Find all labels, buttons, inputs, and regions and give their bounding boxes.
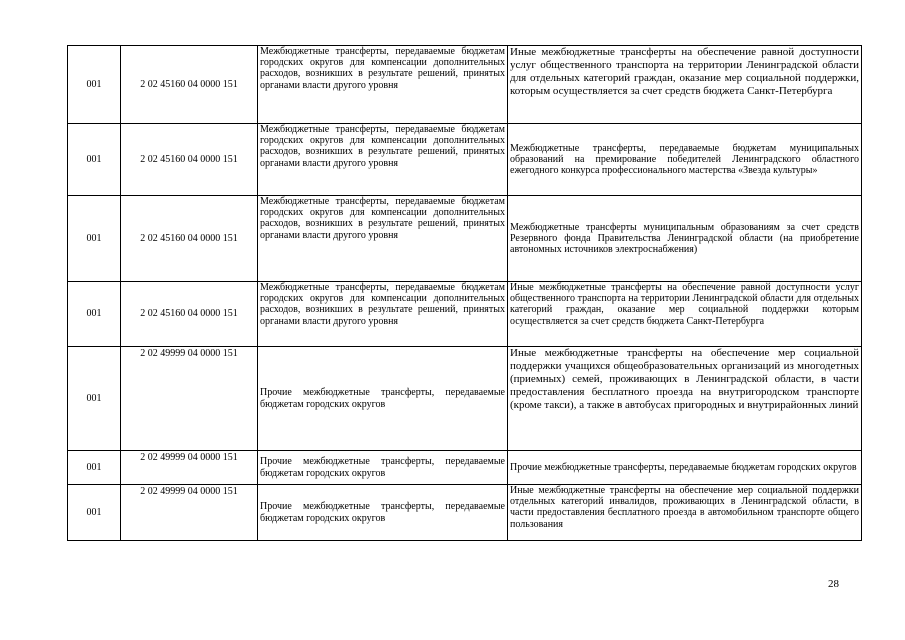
revenue-name-cell: Межбюджетные трансферты, передаваемые бюджетам городских округов для компенсации дополнительных расходов, возникших в результате решений, принятых органами власти другого уровня [258, 46, 508, 124]
revenue-description-cell: Межбюджетные трансферты, передаваемые бюджетам муниципальных образований на премирование победителей Ленинградского областного ежегодного конкурса профессионального мастерства «Звезда культуры» [508, 124, 862, 196]
revenue-name-cell: Прочие межбюджетные трансферты, передаваемые бюджетам городских округов [258, 451, 508, 485]
admin-code-cell: 001 [68, 124, 121, 196]
admin-code-cell: 001 [68, 485, 121, 541]
budget-classification-code-cell: 2 02 49999 04 0000 151 [121, 485, 258, 541]
revenue-description-cell: Иные межбюджетные трансферты на обеспечение мер социальной поддержки учащихся общеобразовательных организаций из многодетных (приемных) семей, проживающих в Ленинградской области, в части предоставления бесплатного проезда на внутригородском транспорте (кроме такси), а также в автобусах пригородных и внутрирайонных линий [508, 347, 862, 451]
table-row [68, 451, 862, 485]
table-row [68, 46, 862, 124]
admin-code-cell: 001 [68, 196, 121, 282]
revenue-description-cell: Прочие межбюджетные трансферты, передаваемые бюджетам городских округов [508, 451, 862, 485]
revenue-name-cell: Прочие межбюджетные трансферты, передаваемые бюджетам городских округов [258, 347, 508, 451]
revenue-description-cell: Межбюджетные трансферты муниципальным образованиям за счет средств Резервного фонда Правительства Ленинградской области (на приобретение автономных источников электроснабжения) [508, 196, 862, 282]
revenue-description-cell: Иные межбюджетные трансферты на обеспечение равной доступности услуг общественного транспорта на территории Ленинградской области для отдельных категорий граждан, оказание мер социальной поддержки которым осуществляется за счет средств бюджета Санкт-Петербурга [508, 282, 862, 347]
budget-classification-code-cell: 2 02 45160 04 0000 151 [121, 196, 258, 282]
page-number: 28 [828, 578, 839, 590]
budget-classification-code-cell: 2 02 49999 04 0000 151 [121, 347, 258, 451]
table-row [68, 347, 862, 451]
revenue-description-cell: Иные межбюджетные трансферты на обеспечение равной доступности услуг общественного транспорта на территории Ленинградской области для отдельных категорий граждан, оказание мер социальной поддержки, которым осуществляется за счет средств бюджета Санкт-Петербурга [508, 46, 862, 124]
table-row [68, 196, 862, 282]
admin-code-cell: 001 [68, 46, 121, 124]
admin-code-cell: 001 [68, 451, 121, 485]
budget-classification-code-cell: 2 02 49999 04 0000 151 [121, 451, 258, 485]
budget-classification-code-cell: 2 02 45160 04 0000 151 [121, 124, 258, 196]
admin-code-cell: 001 [68, 347, 121, 451]
revenue-name-cell: Межбюджетные трансферты, передаваемые бюджетам городских округов для компенсации дополнительных расходов, возникших в результате решений, принятых органами власти другого уровня [258, 196, 508, 282]
budget-classification-code-cell: 2 02 45160 04 0000 151 [121, 46, 258, 124]
budget-revenue-table [67, 45, 862, 541]
table-row [68, 124, 862, 196]
admin-code-cell: 001 [68, 282, 121, 347]
revenue-name-cell: Межбюджетные трансферты, передаваемые бюджетам городских округов для компенсации дополнительных расходов, возникших в результате решений, принятых органами власти другого уровня [258, 124, 508, 196]
revenue-name-cell: Прочие межбюджетные трансферты, передаваемые бюджетам городских округов [258, 485, 508, 541]
table-row [68, 282, 862, 347]
budget-classification-code-cell: 2 02 45160 04 0000 151 [121, 282, 258, 347]
revenue-name-cell: Межбюджетные трансферты, передаваемые бюджетам городских округов для компенсации дополнительных расходов, возникших в результате решений, принятых органами власти другого уровня [258, 282, 508, 347]
revenue-description-cell: Иные межбюджетные трансферты на обеспечение мер социальной поддержки отдельных категорий инвалидов, проживающих в Ленинградской области, в части предоставления бесплатного проезда в автомобильном транспорте общего пользования [508, 485, 862, 541]
table-row [68, 485, 862, 541]
